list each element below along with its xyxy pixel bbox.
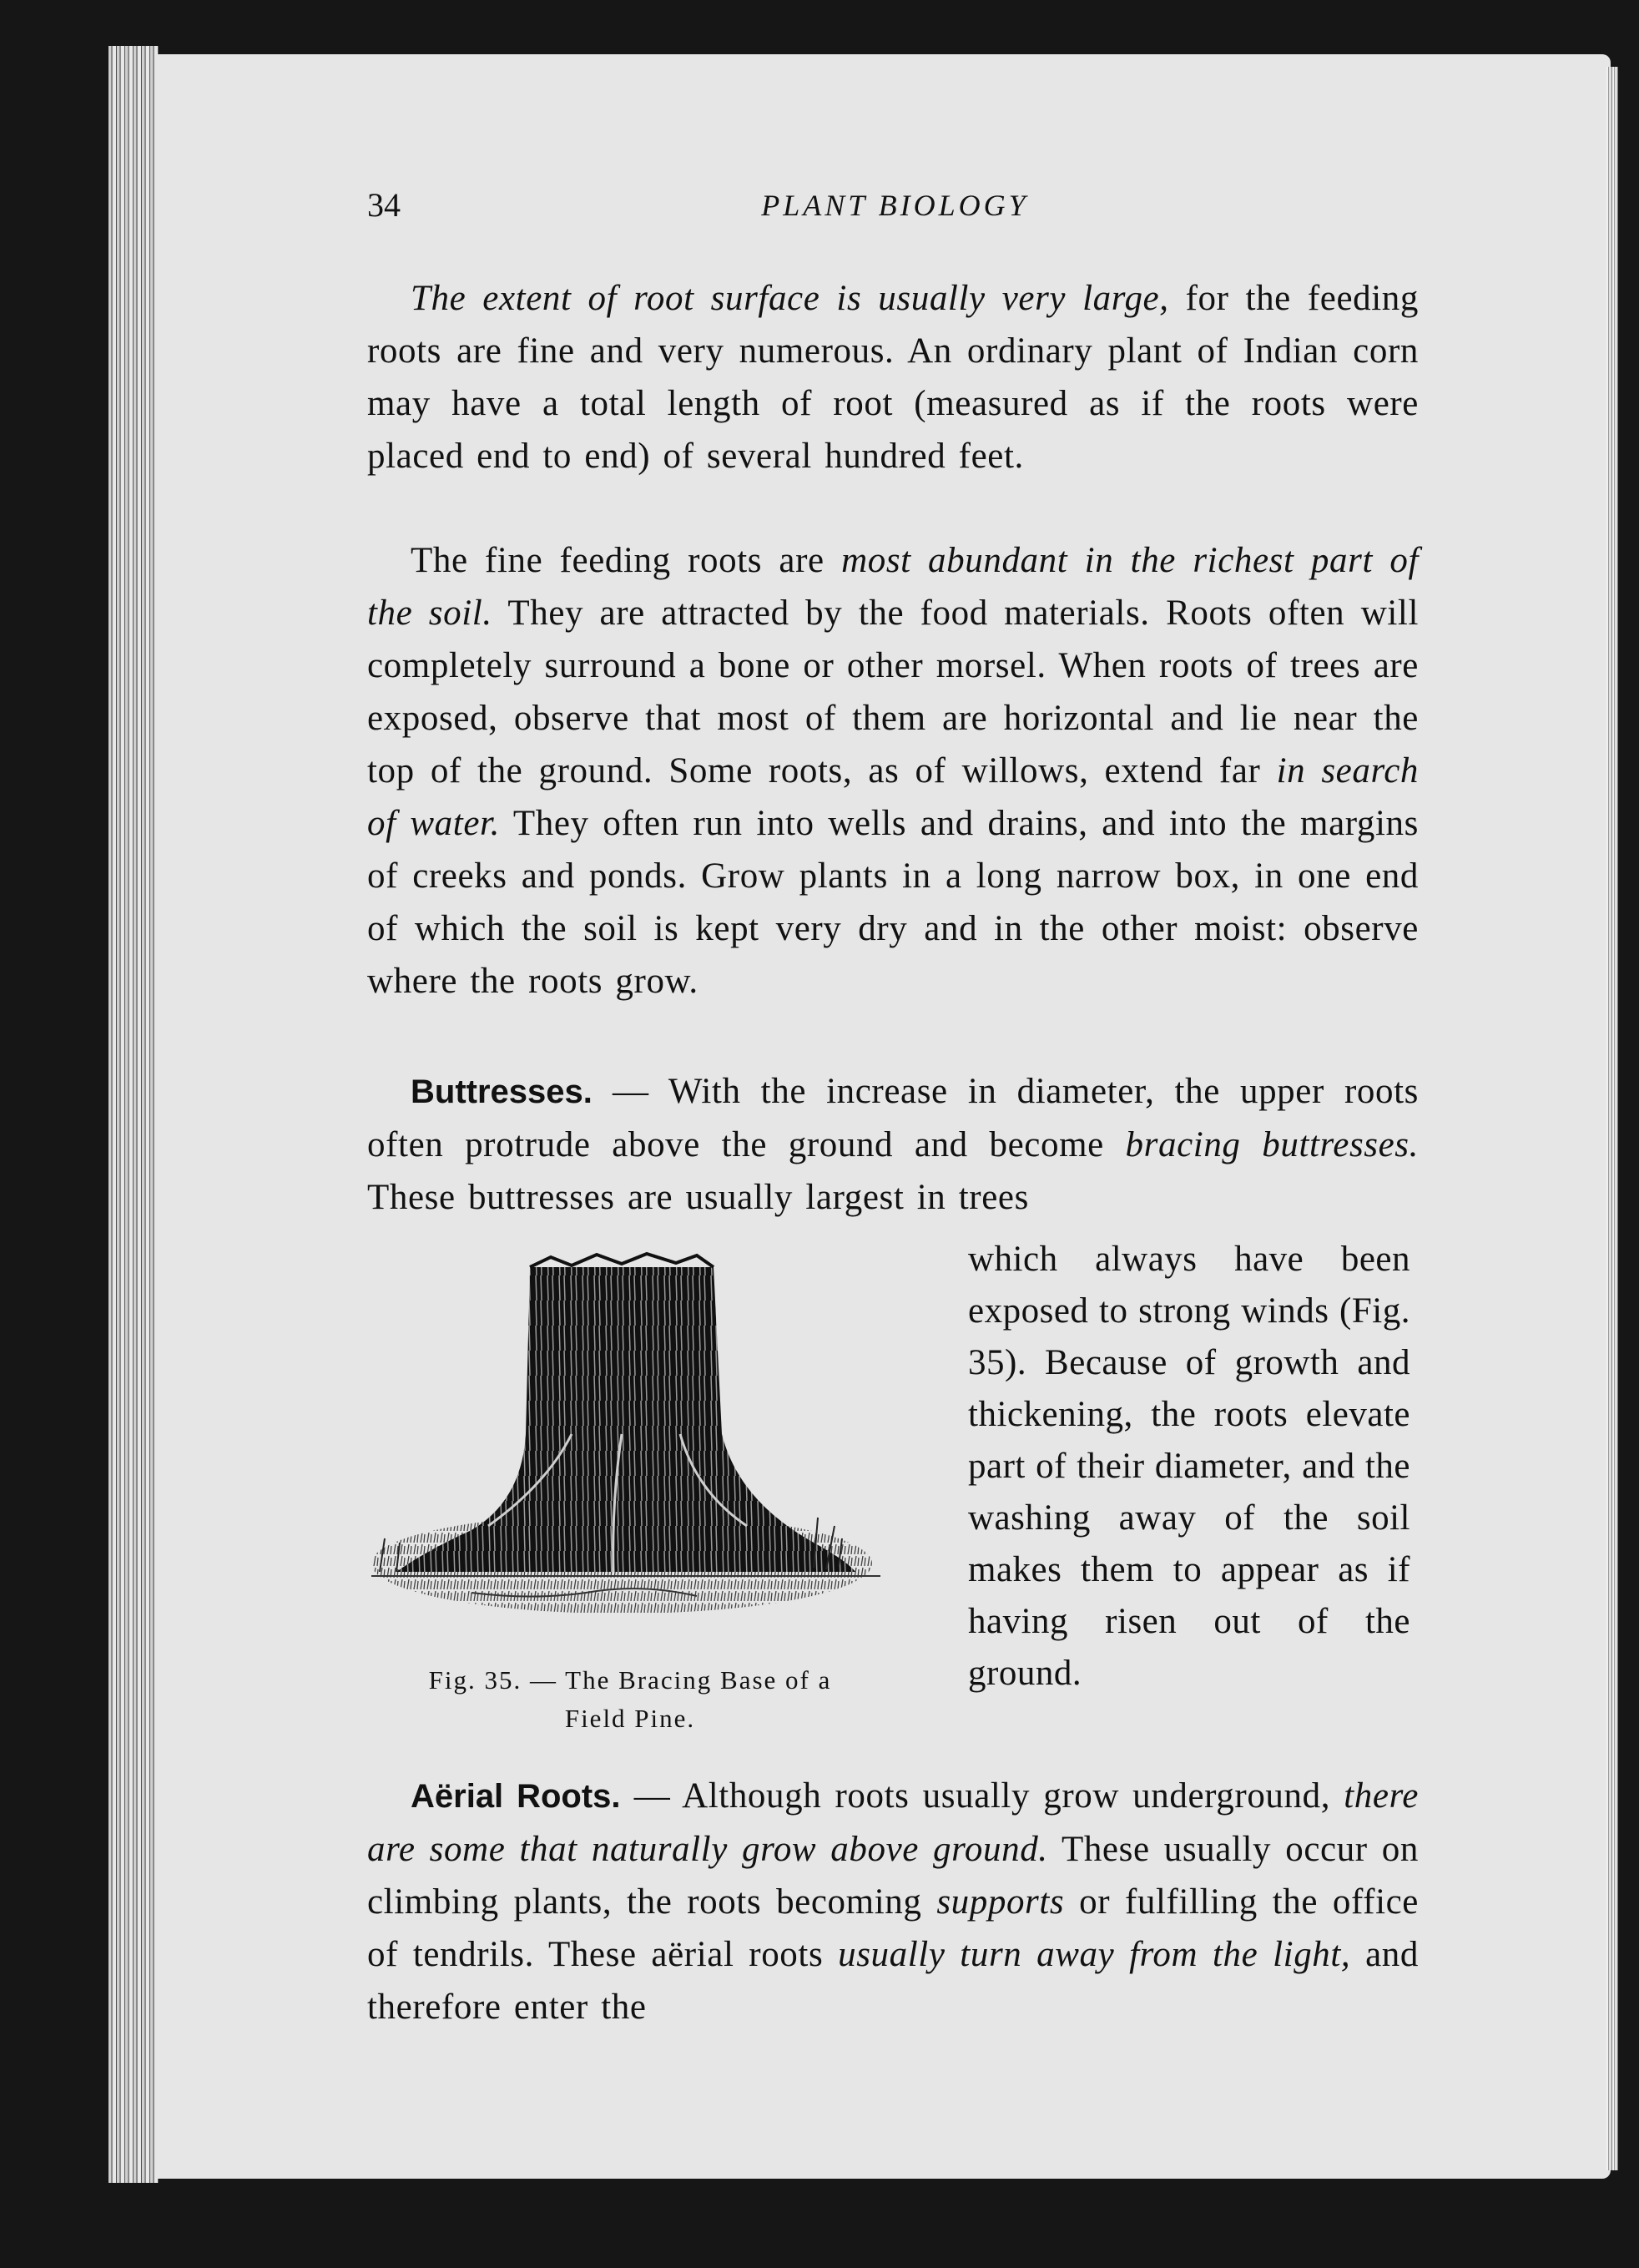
text: These buttresses are usually largest in trees xyxy=(367,1178,1029,1217)
paragraph-aerial-roots xyxy=(367,1770,1419,2033)
page-number: 34 xyxy=(367,186,401,224)
emphasis: in search of water. xyxy=(367,751,1419,843)
running-title: PLANT BIOLOGY xyxy=(761,189,1029,222)
pine-stump-illustration xyxy=(346,1250,914,1643)
emphasis: usually turn away from the light, xyxy=(838,1935,1351,1974)
page-edge xyxy=(1606,67,1618,2170)
emphasis: bracing buttresses. xyxy=(1125,1125,1419,1164)
caption-line-2: Field Pine. xyxy=(564,1704,696,1733)
emphasis: most abundant in the richest part of the soil. xyxy=(367,541,1419,633)
text: These usually occur on climbing plants, the roots becoming xyxy=(367,1830,1419,1922)
figure-caption xyxy=(359,1661,901,1738)
text: The fine feeding roots are xyxy=(411,541,842,580)
book-spine xyxy=(108,46,159,2183)
text: or fulfilling the office of tendrils. These aërial roots xyxy=(367,1882,1419,1974)
text: for the feeding roots are fine and very numerous. An ordinary plant of Indian corn may have a total length of root (measured as if the roots were placed end to end) of several hundred feet. xyxy=(367,279,1419,476)
paragraph-feeding-roots xyxy=(367,534,1419,1008)
text: They often run into wells and drains, and into the margins of creeks and ponds. Grow plants in a long narrow box, in one end of which the soil is kept very dry and in the other moist: observe where the roots grow. xyxy=(367,804,1419,1001)
caption-line-1: Fig. 35. — The Bracing Base of a xyxy=(428,1665,832,1695)
text: — With the increase in diameter, the upper roots often protrude above the ground and become xyxy=(367,1072,1419,1164)
section-heading-aerial-roots: Aërial Roots. xyxy=(411,1778,621,1815)
paragraph-buttresses xyxy=(367,1065,1419,1224)
text: and therefore enter the xyxy=(367,1935,1419,2027)
emphasis: The extent of root surface is usually very large, xyxy=(411,279,1169,318)
emphasis: there are some that naturally grow above ground. xyxy=(367,1776,1419,1869)
running-head xyxy=(367,185,1423,235)
text: — Although roots usually grow underground, xyxy=(620,1776,1344,1816)
section-heading-buttresses: Buttresses. xyxy=(411,1073,593,1110)
paragraph-buttresses-wrap: which always have been exposed to strong winds (Fig. 35). Because of growth and thickening, the roots elevate part of their diameter, and the washing away of the soil makes them to appear as if having risen out of the ground. xyxy=(968,1240,1410,1693)
paragraph-root-surface xyxy=(367,272,1419,482)
figure-35-pine-stump xyxy=(346,1250,914,1643)
emphasis: supports xyxy=(936,1882,1065,1922)
text: They are attracted by the food materials. Roots often will completely surround a bone or other morsel. When roots of trees are exposed, observe that most of them are horizontal and lie near the top of the ground. Some roots, as of willows, extend far xyxy=(367,594,1419,791)
